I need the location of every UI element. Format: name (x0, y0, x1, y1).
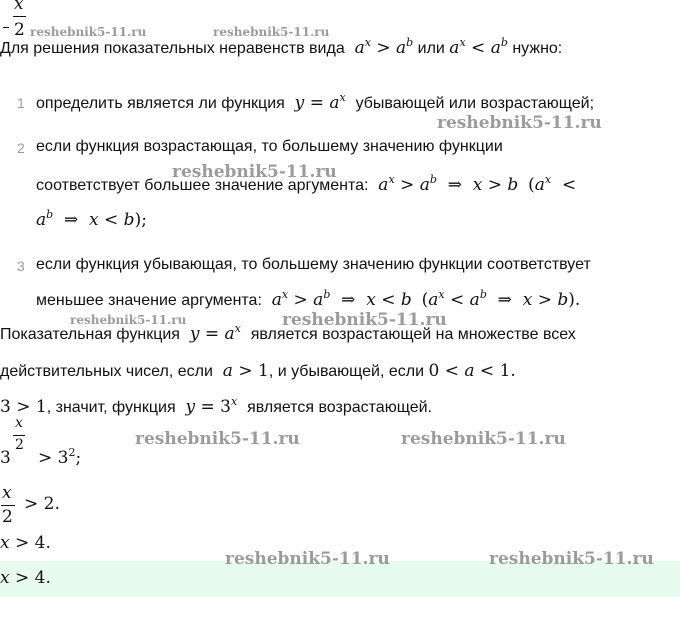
math-frac-numerator: x (2, 483, 12, 503)
watermark: reshebnik5-11.ru (401, 429, 566, 449)
paragraph-text-c: действительных чисел, если (0, 363, 213, 380)
math-a-gt-1: a > 1 (217, 361, 269, 381)
step-2-line-1: если функция возрастающая, то большему значению функции (36, 138, 503, 155)
step-1-line (36, 93, 594, 113)
watermark: reshebnik5-11.ru (489, 549, 654, 569)
step-1-text-b: убывающей или возрастающей; (355, 95, 595, 112)
watermark: reshebnik5-11.ru (30, 25, 147, 39)
step-2-text: соответствует большее значение аргумента: (36, 177, 369, 194)
watermark: reshebnik5-11.ru (225, 549, 390, 569)
paragraph-text-a: Показательная функция (0, 326, 180, 343)
conclusion-text-a: , значит, функция (46, 399, 176, 416)
math-step-3-paren: ($a^x < a^b$ ⇒ x > b). (416, 288, 581, 310)
top-fraction-bar (13, 16, 26, 17)
intro-needed: нужно: (512, 40, 563, 57)
watermark: reshebnik5-11.ru (437, 113, 602, 133)
answer-x-gt-4: x > 4. (0, 568, 51, 588)
math-x-gt-4: x > 4. (0, 533, 51, 553)
intro-or: или (417, 40, 445, 57)
math-y-eq-ax-2: $y = a^x$ (184, 322, 241, 344)
watermark: reshebnik5-11.ru (70, 313, 187, 327)
watermark: reshebnik5-11.ru (213, 25, 330, 39)
step-2-number: 2 (17, 140, 25, 156)
paragraph-text-b: является возрастающей на множестве всех (250, 326, 576, 343)
top-fraction-fragment-2: 2 (14, 20, 25, 40)
conclusion-line (0, 397, 432, 417)
math-exp-numerator: x (15, 415, 23, 431)
math-gt-2: > 2. (24, 494, 60, 514)
math-frac-denominator: 2 (2, 507, 13, 527)
math-step-2-cont: $a^b$ ⇒ x < b); (36, 208, 147, 230)
math-ax-lt-ab: $a^x < a^b$ (449, 36, 508, 58)
step-1-text-a: определить является ли функция (36, 95, 285, 112)
paragraph-line-2 (0, 361, 516, 381)
math-step-3-rule: $a^x > a^b$ ⇒ x < b (266, 288, 412, 310)
top-fraction-fragment: x (14, 0, 24, 14)
conclusion-text-b: является возрастающей. (247, 399, 432, 416)
step-1-number: 1 (17, 95, 25, 111)
math-exp-denominator: 2 (15, 437, 24, 453)
math-ax-gt-ab: $a^x > a^b$ (349, 36, 414, 58)
step-3-line-1: если функция убывающая, то большему значению функции соответствует (36, 256, 591, 273)
math-step-2-paren: ($a^x$ < (522, 173, 577, 195)
paragraph-text-d: , и убывающей, если (268, 363, 425, 380)
watermark: reshebnik5-11.ru (282, 310, 447, 330)
math-frac-bar (1, 505, 15, 506)
intro-line (0, 38, 562, 58)
math-3-gt-1: 3 > 1 (0, 397, 47, 417)
math-base-3: 3 (0, 448, 11, 468)
intro-text: Для решения показательных неравенств вида (0, 40, 345, 57)
watermark: reshebnik5-11.ru (135, 429, 300, 449)
math-step-2-rule: $a^x > a^b$ ⇒ x > b (372, 173, 519, 195)
step-3-line-2 (36, 290, 580, 310)
math-0-lt-a-lt-1: 0 < a < 1. (428, 361, 516, 381)
math-y-eq-ax: $y = a^x$ (289, 91, 346, 113)
step-3-number: 3 (17, 258, 25, 274)
top-fraction-dash (3, 27, 9, 28)
math-exp-fraction-bar (13, 435, 25, 436)
watermark: reshebnik5-11.ru (172, 162, 337, 182)
math-y-eq-3x: $y = 3^x$ (180, 395, 238, 417)
math-gt-3-squared: > $3^2$; (38, 446, 82, 468)
step-3-text: меньшее значение аргумента: (36, 292, 262, 309)
